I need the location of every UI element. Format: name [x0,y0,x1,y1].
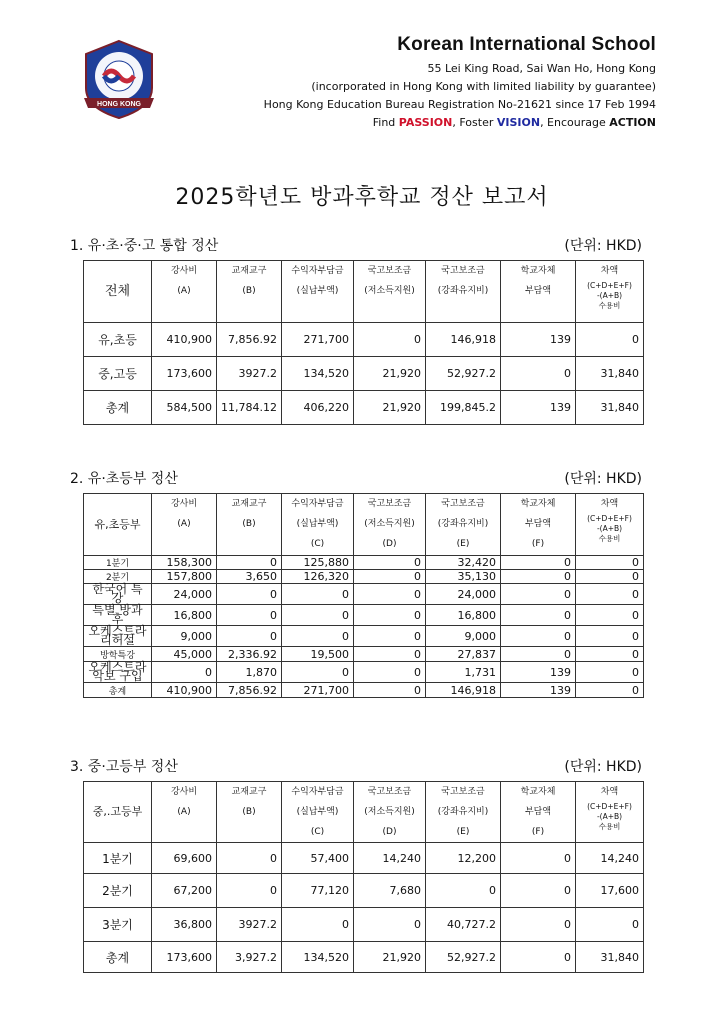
cell-b: 3927.2 [217,908,282,942]
row-label: 총계 [84,942,152,973]
cell-g: 0 [576,556,644,570]
unit-label: (단위: HKD) [564,238,642,254]
cell-g: 0 [576,605,644,626]
row-label: 한국어 특강 [84,584,152,605]
cell-b: 0 [217,874,282,908]
cell-f: 139 [501,683,576,698]
column-header-e [426,782,501,843]
column-title: 강사비 [170,499,198,509]
cell-g: 14,240 [576,843,644,874]
column-title: 수익자부담금 [291,787,344,797]
cell-e: 1,731 [426,662,501,683]
cell-f: 0 [501,570,576,584]
cell-g: 0 [576,683,644,698]
cell-a: 584,500 [152,391,217,425]
column-subtitle: (실납부액) [296,807,339,817]
cell-f: 0 [501,626,576,647]
column-header-f [501,261,576,323]
column-header-f [501,782,576,843]
column-header-c [282,494,354,556]
column-title: 학교자체 [520,787,556,797]
row-label: 2분기 [84,874,152,908]
table-row [84,683,644,698]
school-address: 55 Lei King Road, Sai Wan Ho, Hong Kong [427,62,656,75]
column-code: (D) [382,827,397,837]
row-label: 총계 [84,391,152,425]
cell-a: 0 [152,662,217,683]
row-label: 특별 방과후 [84,605,152,626]
cell-e: 9,000 [426,626,501,647]
svg-text:HONG KONG: HONG KONG [97,101,141,108]
cell-c: 57,400 [282,843,354,874]
cell-a: 9,000 [152,626,217,647]
cell-c: 0 [282,908,354,942]
cell-d: 21,920 [354,942,426,973]
column-subtitle: (실납부액) [296,286,339,296]
column-formula: (C+D+E+F) [587,514,632,523]
cell-c: 0 [282,662,354,683]
cell-d: 0 [354,570,426,584]
column-formula: (C+D+E+F) [587,281,632,290]
cell-d: 0 [354,584,426,605]
column-header-d [354,782,426,843]
column-formula: -(A+B) [596,291,623,300]
cell-g: 31,840 [576,942,644,973]
cell-e: 12,200 [426,843,501,874]
column-code: (E) [456,827,470,837]
table-row [84,323,644,357]
cell-g: 0 [576,570,644,584]
table-row [84,570,644,584]
cell-d: 7,680 [354,874,426,908]
table-row [84,662,644,683]
column-title: 국고보조금 [441,266,485,276]
unit-label: (단위: HKD) [564,471,642,487]
cell-b: 7,856.92 [217,683,282,698]
settlement-table [83,260,644,425]
cell-c: 125,880 [282,556,354,570]
column-title: 학교자체 [520,499,556,509]
cell-b: 7,856.92 [217,323,282,357]
column-subtitle: (강좌유지비) [437,286,489,296]
column-header-g [576,782,644,843]
row-label: 방학특강 [84,647,152,662]
column-code: (B) [242,519,256,529]
column-header-e [426,494,501,556]
cell-f: 0 [501,605,576,626]
cell-d: 21,920 [354,357,426,391]
corner-label: 전체 [84,261,152,323]
cell-e: 27,837 [426,647,501,662]
school-name: Korean International School [397,34,656,55]
cell-a: 410,900 [152,323,217,357]
cell-g: 0 [576,647,644,662]
cell-e: 32,420 [426,556,501,570]
column-title: 수익자부담금 [291,499,344,509]
cell-a: 36,800 [152,908,217,942]
column-subtitle: 수용비 [598,301,621,310]
cell-c: 406,220 [282,391,354,425]
cell-f: 0 [501,942,576,973]
column-title: 차액 [600,266,619,276]
cell-c: 271,700 [282,323,354,357]
column-code: (A) [177,286,191,296]
section-heading: 3. 중·고등부 정산 [70,759,178,775]
cell-b: 11,784.12 [217,391,282,425]
row-label: 2분기 [84,570,152,584]
cell-f: 0 [501,647,576,662]
cell-a: 173,600 [152,942,217,973]
column-header-a [152,494,217,556]
column-title: 국고보조금 [367,787,412,797]
cell-f: 139 [501,662,576,683]
cell-c: 134,520 [282,357,354,391]
column-header-b [217,782,282,843]
column-subtitle: 부담액 [524,286,552,296]
cell-a: 69,600 [152,843,217,874]
cell-a: 24,000 [152,584,217,605]
cell-b: 2,336.92 [217,647,282,662]
cell-b: 0 [217,584,282,605]
table-row [84,874,644,908]
cell-e: 146,918 [426,323,501,357]
column-title: 강사비 [170,266,198,276]
cell-a: 45,000 [152,647,217,662]
cell-g: 0 [576,626,644,647]
cell-f: 0 [501,874,576,908]
cell-d: 0 [354,908,426,942]
cell-f: 139 [501,391,576,425]
cell-a: 410,900 [152,683,217,698]
cell-e: 146,918 [426,683,501,698]
column-header-g [576,261,644,323]
column-header-d [354,494,426,556]
column-title: 교재교구 [231,499,267,509]
unit-label: (단위: HKD) [564,759,642,775]
column-subtitle: 수용비 [598,822,621,831]
cell-d: 0 [354,683,426,698]
cell-b: 0 [217,605,282,626]
column-formula: (C+D+E+F) [587,802,632,811]
column-code: (F) [531,827,545,837]
column-header-a [152,782,217,843]
cell-e: 52,927.2 [426,942,501,973]
cell-c: 0 [282,584,354,605]
cell-d: 0 [354,626,426,647]
cell-b: 0 [217,626,282,647]
school-logo-icon [80,38,158,120]
column-code: (C) [310,539,325,549]
column-title: 강사비 [170,787,198,797]
cell-f: 0 [501,584,576,605]
cell-a: 67,200 [152,874,217,908]
cell-d: 21,920 [354,391,426,425]
column-code: (E) [456,539,470,549]
cell-g: 0 [576,584,644,605]
column-header-g [576,494,644,556]
cell-e: 24,000 [426,584,501,605]
table-row [84,942,644,973]
settlement-table [83,781,644,973]
settlement-table [83,493,644,698]
table-row [84,605,644,626]
column-header-b [217,261,282,323]
column-title: 교재교구 [231,787,267,797]
cell-g: 31,840 [576,357,644,391]
column-title: 학교자체 [520,266,556,276]
column-header-c [282,782,354,843]
cell-f: 0 [501,357,576,391]
cell-e: 35,130 [426,570,501,584]
cell-b: 0 [217,843,282,874]
school-registration: Hong Kong Education Bureau Registration No-21621 since 17 Feb 1994 [263,98,656,111]
row-label: 총계 [84,683,152,698]
cell-b: 3927.2 [217,357,282,391]
column-subtitle: (강좌유지비) [437,519,489,529]
cell-a: 173,600 [152,357,217,391]
column-subtitle: 부담액 [524,807,552,817]
row-label: 유,초등 [84,323,152,357]
corner-label: 유,초등부 [84,494,152,556]
column-title: 국고보조금 [441,499,485,509]
school-header [264,34,656,132]
cell-a: 16,800 [152,605,217,626]
column-header-c [282,261,354,323]
cell-e: 52,927.2 [426,357,501,391]
column-subtitle: (저소득지원) [364,519,415,529]
cell-c: 271,700 [282,683,354,698]
cell-c: 126,320 [282,570,354,584]
table-row [84,647,644,662]
column-code: (C) [310,827,325,837]
report-title: 2025학년도 방과후학교 정산 보고서 [175,185,549,210]
column-subtitle: 부담액 [524,519,552,529]
column-title: 교재교구 [231,266,267,276]
table-row [84,556,644,570]
cell-c: 77,120 [282,874,354,908]
table-row [84,391,644,425]
column-title: 수익자부담금 [291,266,344,276]
cell-b: 3,650 [217,570,282,584]
cell-c: 0 [282,626,354,647]
column-code: (B) [242,807,256,817]
row-label: 오케스트라 리허설 [84,626,152,647]
table-row [84,626,644,647]
table-row [84,357,644,391]
cell-c: 19,500 [282,647,354,662]
school-motto: Find PASSION, Foster VISION, Encourage ACTION [372,116,656,129]
column-subtitle: (실납부액) [296,519,339,529]
header-row [84,494,644,556]
column-header-e [426,261,501,323]
column-code: (F) [531,539,545,549]
cell-g: 0 [576,323,644,357]
cell-a: 158,300 [152,556,217,570]
cell-d: 14,240 [354,843,426,874]
column-subtitle: (강좌유지비) [437,807,489,817]
column-title: 국고보조금 [367,266,412,276]
header-row [84,782,644,843]
row-label: 1분기 [84,843,152,874]
column-formula: -(A+B) [596,524,623,533]
cell-d: 0 [354,605,426,626]
table-row [84,908,644,942]
cell-e: 40,727.2 [426,908,501,942]
column-title: 차액 [600,787,619,797]
cell-e: 0 [426,874,501,908]
cell-f: 139 [501,323,576,357]
column-header-b [217,494,282,556]
cell-d: 0 [354,647,426,662]
header-row [84,261,644,323]
section-heading: 2. 유·초등부 정산 [70,471,178,487]
table-row [84,584,644,605]
school-incorporation: (incorporated in Hong Kong with limited liability by guarantee) [311,80,656,93]
cell-c: 134,520 [282,942,354,973]
cell-d: 0 [354,662,426,683]
column-formula: -(A+B) [596,812,623,821]
row-label: 오케스트라 악보 구입 [84,662,152,683]
cell-f: 0 [501,843,576,874]
section-heading: 1. 유·초·중·고 통합 정산 [70,238,219,254]
cell-g: 17,600 [576,874,644,908]
cell-g: 0 [576,908,644,942]
cell-f: 0 [501,556,576,570]
column-subtitle: 수용비 [598,534,621,543]
column-title: 차액 [600,499,619,509]
cell-d: 0 [354,556,426,570]
column-code: (A) [177,807,191,817]
cell-b: 3,927.2 [217,942,282,973]
cell-b: 1,870 [217,662,282,683]
cell-b: 0 [217,556,282,570]
column-header-a [152,261,217,323]
row-label: 중,고등 [84,357,152,391]
column-code: (B) [242,286,256,296]
cell-g: 0 [576,662,644,683]
cell-e: 16,800 [426,605,501,626]
cell-d: 0 [354,323,426,357]
column-header-f [501,494,576,556]
column-title: 국고보조금 [367,499,412,509]
column-code: (A) [177,519,191,529]
column-header-d [354,261,426,323]
cell-a: 157,800 [152,570,217,584]
corner-label: 중,.고등부 [84,782,152,843]
column-title: 국고보조금 [441,787,485,797]
cell-c: 0 [282,605,354,626]
cell-g: 31,840 [576,391,644,425]
column-subtitle: (저소득지원) [364,286,415,296]
table-row [84,843,644,874]
column-subtitle: (저소득지원) [364,807,415,817]
row-label: 1분기 [84,556,152,570]
row-label: 3분기 [84,908,152,942]
cell-e: 199,845.2 [426,391,501,425]
cell-f: 0 [501,908,576,942]
column-code: (D) [382,539,397,549]
